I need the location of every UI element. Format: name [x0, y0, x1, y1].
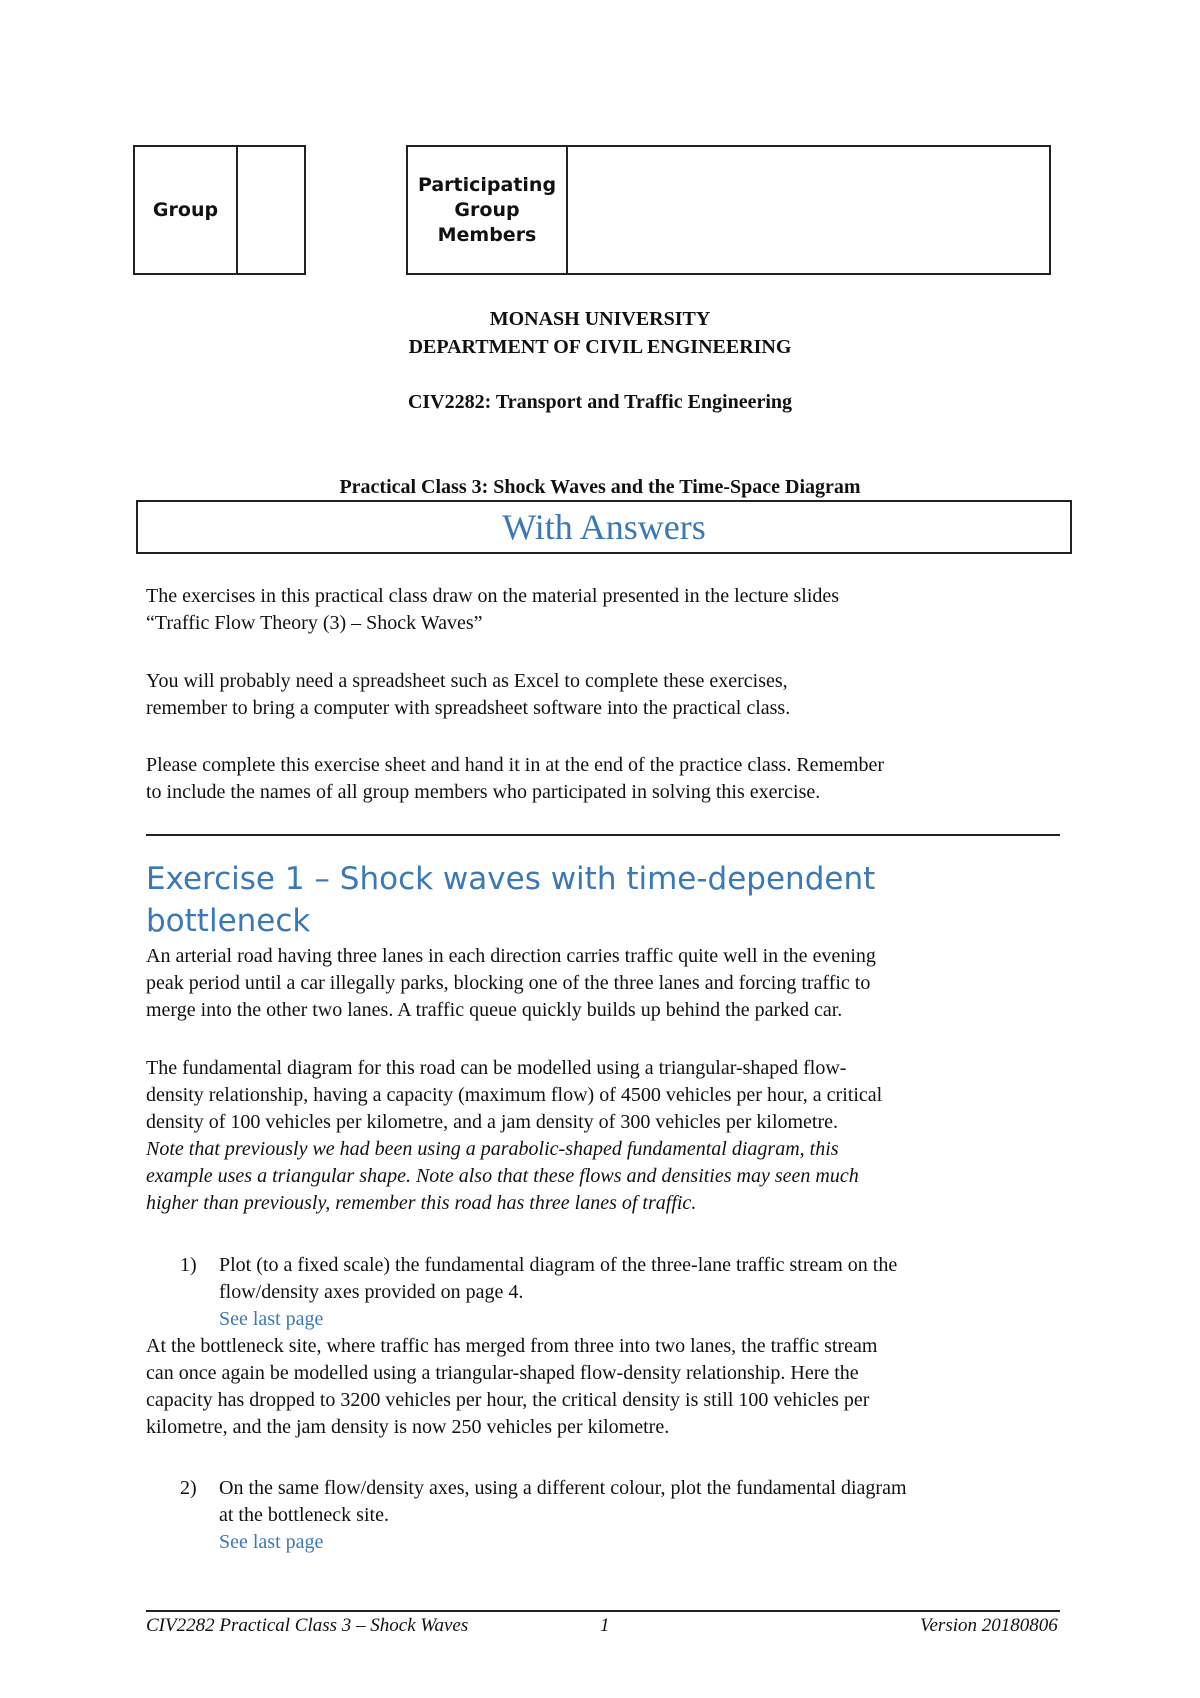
members-box: [406, 145, 1051, 275]
text-line: kilometre, and the jam density is now 250 vehicles per kilometre.: [146, 1416, 670, 1438]
footer-version: Version 20180806: [920, 1615, 1058, 1636]
university-name: MONASH UNIVERSITY: [489, 308, 711, 330]
text-line: flow/density axes provided on page 4.: [219, 1281, 524, 1303]
italic-note-line: Note that previously we had been using a parabolic-shaped fundamental diagram, this: [146, 1138, 839, 1160]
intro-paragraph-3: [146, 752, 1076, 806]
footer-left: CIV2282 Practical Class 3 – Shock Waves: [146, 1615, 469, 1636]
exercise-1-paragraph-2: [146, 1055, 1076, 1217]
group-number-field[interactable]: [238, 147, 304, 273]
text-line: An arterial road having three lanes in each direction carries traffic quite well in the evening: [146, 945, 876, 967]
text-line: “Traffic Flow Theory (3) – Shock Waves”: [146, 612, 483, 634]
group-box: [133, 145, 306, 275]
text-line: to include the names of all group members who participated in solving this exercise.: [146, 781, 821, 803]
italic-note-line: higher than previously, remember this road has three lanes of traffic.: [146, 1192, 697, 1214]
heading-line: bottleneck: [146, 903, 311, 939]
answers-banner: With Answers: [136, 500, 1072, 554]
intro-paragraph-1: [146, 583, 1076, 637]
question-number: 2): [180, 1477, 197, 1499]
members-names-field[interactable]: [568, 147, 1049, 273]
question-1: [180, 1252, 1060, 1333]
question-2: [180, 1475, 1060, 1556]
members-label-line: Members: [437, 223, 537, 246]
members-label-line: Group: [454, 198, 520, 221]
intro-paragraph-2: [146, 668, 1076, 722]
text-line: At the bottleneck site, where traffic has merged from three into two lanes, the traffic stream: [146, 1335, 878, 1357]
text-line: Plot (to a fixed scale) the fundamental diagram of the three-lane traffic stream on the: [219, 1254, 898, 1276]
text-line: The exercises in this practical class draw on the material presented in the lecture slides: [146, 585, 840, 607]
course-title: CIV2282: Transport and Traffic Engineering: [407, 391, 793, 413]
text-line: capacity has dropped to 3200 vehicles per hour, the critical density is still 100 vehicles per: [146, 1389, 870, 1411]
text-line: Please complete this exercise sheet and hand it in at the end of the practice class. Remember: [146, 754, 885, 776]
text-line: density of 100 vehicles per kilometre, and a jam density of 300 vehicles per kilometre.: [146, 1111, 839, 1133]
exercise-1-heading: [146, 858, 1046, 942]
practical-title: Practical Class 3: Shock Waves and the Time-Space Diagram: [339, 476, 861, 498]
heading-line: Exercise 1 – Shock waves with time-dependent: [146, 861, 876, 897]
question-text: [219, 1475, 1059, 1556]
italic-note-line: example uses a triangular shape. Note also that these flows and densities may seen much: [146, 1165, 859, 1187]
group-label: Group: [135, 147, 238, 273]
footer-divider: [146, 1610, 1060, 1612]
members-label-line: Participating: [417, 173, 557, 196]
text-line: at the bottleneck site.: [219, 1504, 389, 1526]
text-line: On the same flow/density axes, using a different colour, plot the fundamental diagram: [219, 1477, 907, 1499]
answer-text: See last page: [219, 1308, 324, 1330]
footer-page-number: 1: [600, 1615, 610, 1636]
exercise-1-paragraph-1: [146, 943, 1076, 1024]
text-line: The fundamental diagram for this road can be modelled using a triangular-shaped flow-: [146, 1057, 847, 1079]
answer-text: See last page: [219, 1531, 324, 1553]
text-line: You will probably need a spreadsheet such as Excel to complete these exercises,: [146, 670, 788, 692]
question-text: [219, 1252, 1059, 1333]
text-line: merge into the other two lanes. A traffic queue quickly builds up behind the parked car.: [146, 999, 843, 1021]
text-line: can once again be modelled using a triangular-shaped flow-density relationship. Here the: [146, 1362, 859, 1384]
text-line: density relationship, having a capacity (maximum flow) of 4500 vehicles per hour, a critical: [146, 1084, 883, 1106]
section-divider: [146, 834, 1060, 836]
text-line: remember to bring a computer with spreadsheet software into the practical class.: [146, 697, 791, 719]
question-number: 1): [180, 1254, 197, 1276]
exercise-1-paragraph-3: [146, 1333, 1076, 1441]
members-label: [408, 147, 568, 273]
text-line: peak period until a car illegally parks, blocking one of the three lanes and forcing traffic to: [146, 972, 871, 994]
department-name: DEPARTMENT OF CIVIL ENGINEERING: [408, 336, 792, 358]
